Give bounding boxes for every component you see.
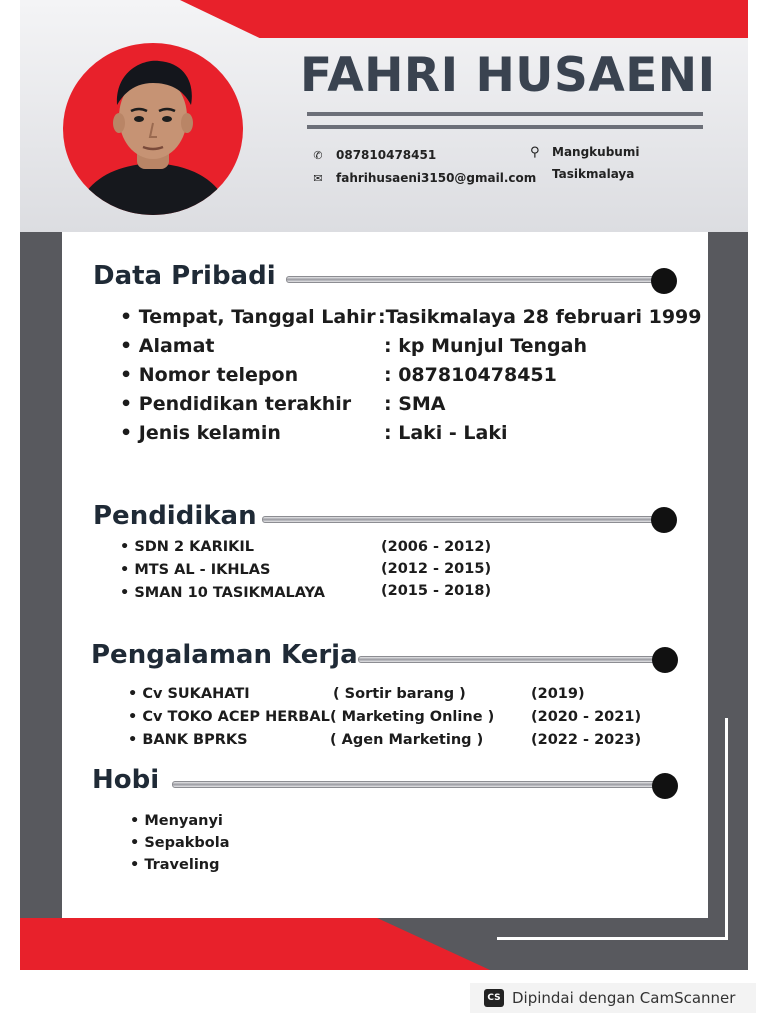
phone-text: 087810478451 [336,148,437,162]
list-item-years: (2019) [531,686,585,702]
list-item: • Tempat, Tanggal Lahir [120,306,376,328]
right-frame [708,232,748,918]
section-divider-line [262,516,660,523]
camscanner-watermark [470,983,756,1013]
list-item: • Pendidikan terakhir [120,393,352,415]
profile-photo [63,43,243,215]
list-item: • Jenis kelamin [120,422,281,444]
person-portrait-icon [63,43,243,215]
section-divider-dot [652,647,678,673]
location-pin-icon: ⚲ [530,145,540,160]
list-item: • BANK BPRKS [128,732,248,748]
section-divider-dot [651,507,677,533]
list-item: • Sepakbola [130,835,230,851]
list-item-years: (2012 - 2015) [381,561,492,577]
list-item-value: : kp Munjul Tengah [384,335,587,357]
section-divider-line [358,656,660,663]
list-item-role: ( Marketing Online ) [330,709,495,725]
frame-accent-horizontal [497,937,728,940]
list-item-years: (2022 - 2023) [531,732,642,748]
list-item: • Alamat [120,335,215,357]
list-item-years: (2015 - 2018) [381,583,492,599]
camscanner-logo-icon: CS [484,989,504,1007]
list-item-years: (2020 - 2021) [531,709,642,725]
list-item: • SDN 2 KARIKIL [120,539,255,555]
header-red-stripe [180,0,748,38]
section-title-data-pribadi: Data Pribadi [93,261,276,291]
phone-contact [310,148,436,162]
section-divider-dot [652,773,678,799]
list-item-value: : Laki - Laki [384,422,508,444]
list-item: • MTS AL - IKHLAS [120,562,271,578]
section-divider-line [172,781,660,788]
phone-icon: ✆ [313,148,323,162]
email-text: fahrihusaeni3150@gmail.com [336,171,537,185]
frame-accent-vertical [725,718,728,940]
list-item: • Cv SUKAHATI [128,686,250,702]
location-line-2: Tasikmalaya [552,167,635,181]
email-contact [310,171,536,185]
left-frame [20,232,62,918]
name-underline-bottom [307,125,703,129]
list-item-value: :Tasikmalaya 28 februari 1999 [378,306,702,328]
section-title-hobi: Hobi [92,765,160,795]
list-item: • Menyanyi [130,813,223,829]
list-item-value: : SMA [384,393,446,415]
name-underline-top [307,112,703,116]
list-item: • SMAN 10 TASIKMALAYA [120,585,325,601]
section-title-pengalaman-kerja: Pengalaman Kerja [91,640,358,670]
camscanner-text: Dipindai dengan CamScanner [512,989,736,1007]
list-item-years: (2006 - 2012) [381,539,492,555]
list-item: • Cv TOKO ACEP HERBAL [128,709,330,725]
location-line-1: Mangkubumi [552,145,640,159]
list-item: • Nomor telepon [120,364,299,386]
email-icon: ✉ [313,171,323,185]
list-item-role: ( Agen Marketing ) [330,732,484,748]
list-item-value: : 087810478451 [384,364,557,386]
section-divider-line [286,276,660,283]
section-divider-dot [651,268,677,294]
list-item: • Traveling [130,857,220,873]
list-item-role: ( Sortir barang ) [333,686,466,702]
full-name-heading: FAHRI HUSAENI [300,48,716,103]
section-title-pendidikan: Pendidikan [93,501,257,531]
